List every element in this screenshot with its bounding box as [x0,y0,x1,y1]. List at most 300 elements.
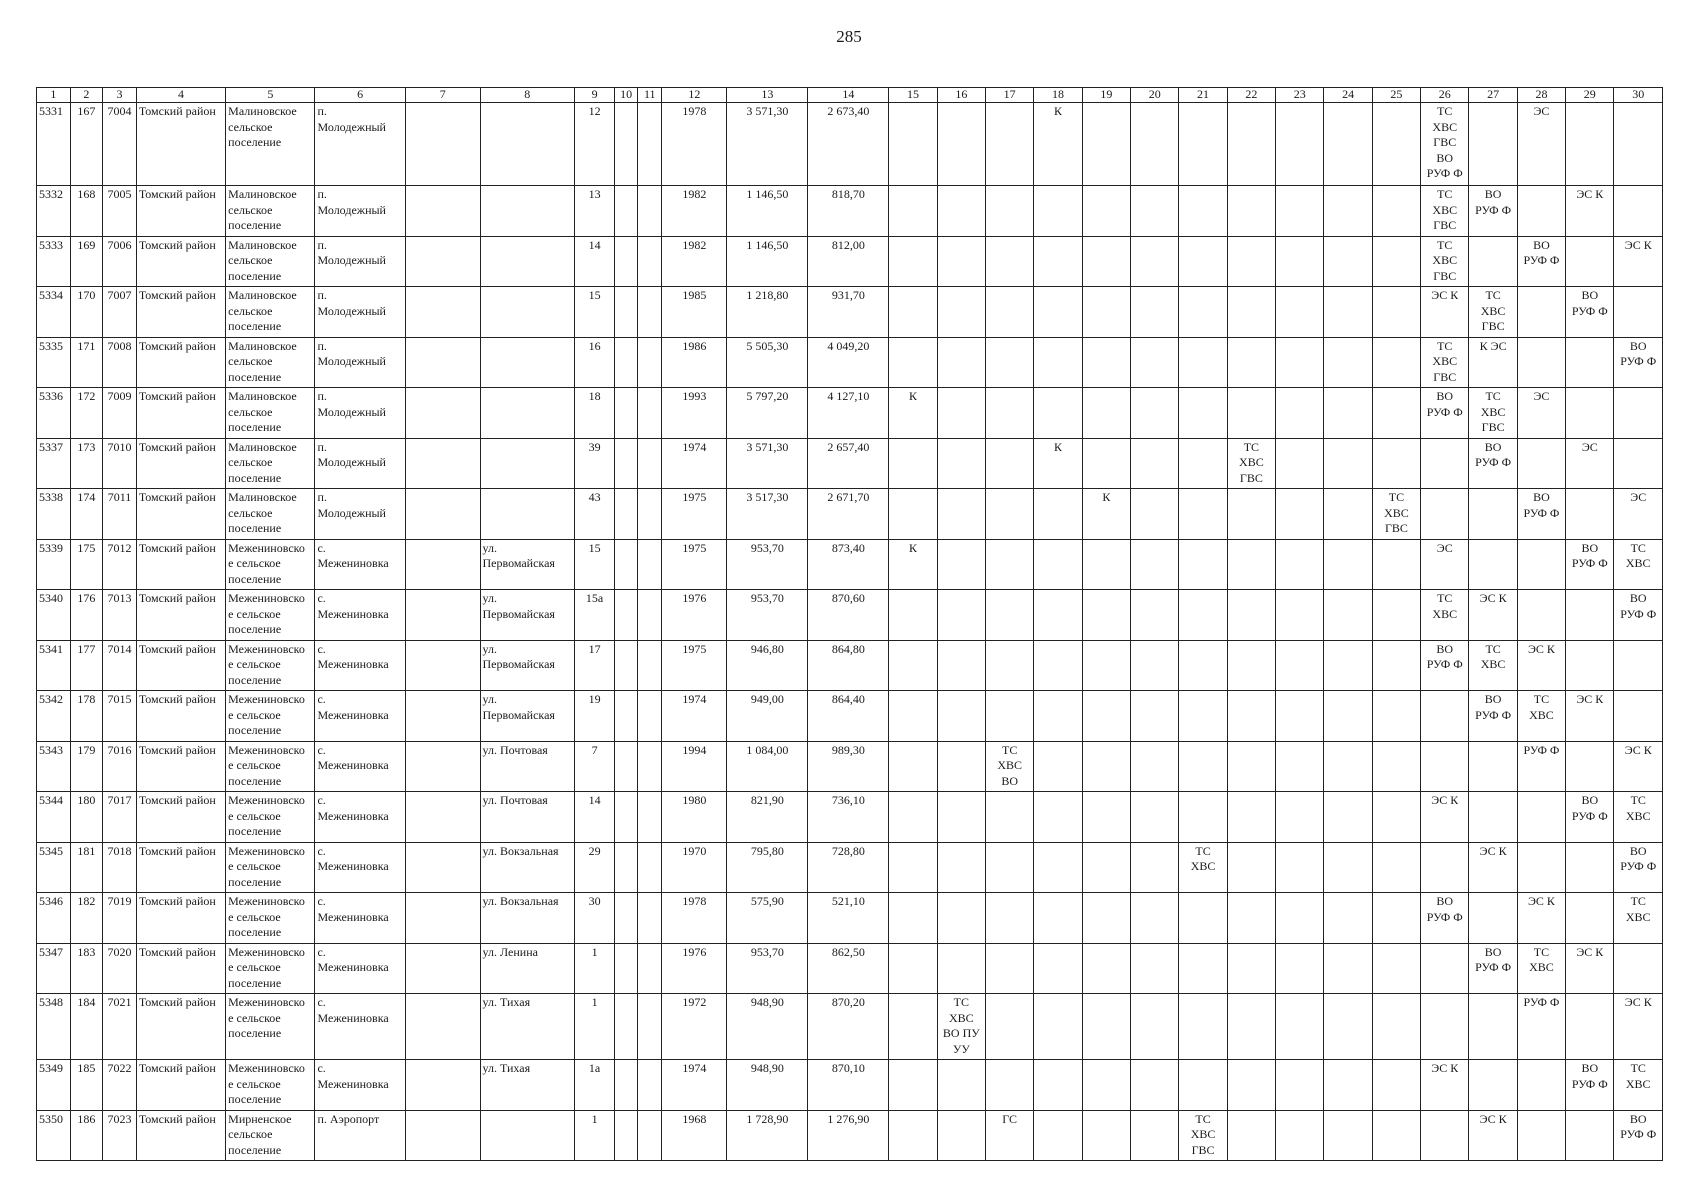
cell-text: 7010 [107,439,132,454]
cell-col-6 [315,103,405,186]
cell-text: п. Молодежный [317,288,386,318]
cell-col-25 [1372,539,1420,590]
cell-col-12 [662,893,727,944]
cell-text: 1986 [682,338,707,353]
cell-text: 5345 [39,843,63,858]
cell-text: 5332 [39,187,63,201]
cell-col-30 [1614,893,1663,944]
cell-col-19 [1082,103,1130,186]
cell-text: ВО РУФ Ф [1571,793,1608,823]
cell-col-9 [575,1110,615,1161]
cell-text: К [908,389,917,403]
cell-col-14 [808,489,889,540]
cell-col-12 [662,943,727,994]
cell-col-5 [226,994,315,1060]
cell-col-27 [1469,893,1517,944]
cell-text: с. Межениновка [317,894,389,924]
cell-col-26 [1421,691,1469,742]
cell-text: 30 [588,894,601,908]
cell-col-20 [1131,186,1179,237]
cell-col-30 [1614,539,1663,590]
cell-col-9 [575,640,615,691]
cell-text: ВО РУФ Ф [1571,288,1608,318]
cell-text: Межениновско е сельское поселение [228,894,305,939]
cell-col-22 [1227,893,1275,944]
cell-col-15 [889,994,937,1060]
cell-text: 168 [77,187,96,201]
table-row [37,337,1663,388]
column-header-2: 2 [70,88,103,103]
cell-col-28 [1517,539,1565,590]
cell-col-26 [1421,842,1469,893]
cell-text: 1974 [682,692,707,706]
cell-col-17 [986,1060,1034,1111]
cell-text: 7015 [107,692,132,706]
cell-col-25 [1372,1110,1420,1161]
cell-col-10 [615,893,638,944]
cell-col-4 [136,489,225,540]
cell-col-19 [1082,1110,1130,1161]
cell-col-17 [986,590,1034,641]
cell-text: ВО РУФ Ф [1475,692,1512,722]
cell-text: 1 218,80 [746,288,789,302]
cell-text: 183 [77,944,96,959]
cell-col-10 [615,640,638,691]
cell-col-8 [480,287,575,338]
cell-text: 5341 [39,641,63,656]
cell-text: с. Межениновка [317,742,389,772]
cell-col-29 [1566,103,1614,186]
cell-text: Межениновско е сельское поселение [228,995,305,1040]
cell-text: Межениновско е сельское поселение [228,742,305,788]
cell-col-25 [1372,994,1420,1060]
cell-text: 16 [588,338,601,353]
cell-col-1 [37,1110,71,1161]
cell-text: 7012 [107,540,132,555]
cell-col-1 [37,590,71,641]
cell-col-15 [889,489,937,540]
cell-text: Межениновско е сельское поселение [228,793,305,838]
cell-text: 5343 [39,742,63,757]
cell-col-15 [889,691,937,742]
cell-col-16 [937,103,985,186]
cell-text: Томский район [138,540,216,555]
cell-text: 1975 [682,641,707,656]
cell-text: 3 517,30 [746,490,789,504]
cell-col-26 [1421,994,1469,1060]
cell-col-30 [1614,287,1663,338]
cell-col-25 [1372,792,1420,843]
cell-text: ТС ХВС [1625,894,1651,924]
cell-col-9 [575,388,615,439]
cell-col-23 [1276,287,1324,338]
cell-col-29 [1566,1060,1614,1111]
cell-col-24 [1324,438,1372,489]
cell-col-19 [1082,943,1130,994]
table-row [37,691,1663,742]
cell-text: Межениновско е сельское поселение [228,540,305,586]
cell-col-18 [1034,438,1082,489]
cell-col-19 [1082,539,1130,590]
column-header-24: 24 [1324,88,1372,103]
table-row [37,1110,1663,1161]
cell-col-23 [1276,337,1324,388]
cell-col-30 [1614,842,1663,893]
cell-col-9 [575,489,615,540]
cell-col-3 [103,590,137,641]
cell-col-2 [70,943,103,994]
cell-col-29 [1566,943,1614,994]
cell-col-6 [315,287,405,338]
cell-col-10 [615,994,638,1060]
cell-col-29 [1566,741,1614,792]
cell-col-11 [638,691,662,742]
cell-col-17 [986,337,1034,388]
cell-col-22 [1227,842,1275,893]
cell-col-29 [1566,792,1614,843]
cell-text: ВО РУФ Ф [1620,338,1657,368]
cell-col-26 [1421,103,1469,186]
cell-text: 19 [588,692,601,706]
cell-col-14 [808,438,889,489]
cell-col-1 [37,842,71,893]
cell-col-19 [1082,842,1130,893]
cell-text: 812,00 [831,237,865,252]
cell-col-23 [1276,741,1324,792]
cell-text: 5338 [39,490,63,504]
cell-text: 17 [588,641,601,656]
cell-col-23 [1276,590,1324,641]
cell-col-2 [70,792,103,843]
cell-col-25 [1372,691,1420,742]
cell-col-8 [480,236,575,287]
cell-col-13 [727,893,808,944]
cell-col-23 [1276,640,1324,691]
cell-col-12 [662,691,727,742]
cell-col-20 [1131,943,1179,994]
cell-text: Томский район [138,389,216,403]
table-row [37,186,1663,237]
cell-col-4 [136,186,225,237]
cell-col-23 [1276,103,1324,186]
cell-col-6 [315,186,405,237]
cell-text: 184 [77,995,96,1009]
cell-col-1 [37,337,71,388]
cell-col-1 [37,640,71,691]
cell-text: с. Межениновка [317,843,389,873]
cell-text: 949,00 [750,692,784,706]
column-header-19: 19 [1082,88,1130,103]
cell-col-15 [889,640,937,691]
cell-col-14 [808,103,889,186]
cell-col-20 [1131,741,1179,792]
cell-text: 870,10 [831,1061,865,1075]
cell-col-4 [136,388,225,439]
cell-col-26 [1421,741,1469,792]
cell-col-20 [1131,438,1179,489]
cell-text: 14 [588,793,601,807]
cell-col-5 [226,539,315,590]
cell-col-21 [1179,1110,1227,1161]
column-header-18: 18 [1034,88,1082,103]
cell-text: 7009 [107,389,132,403]
cell-col-9 [575,337,615,388]
cell-col-25 [1372,287,1420,338]
cell-col-7 [405,236,480,287]
cell-col-16 [937,1060,985,1111]
cell-col-5 [226,842,315,893]
cell-col-13 [727,103,808,186]
cell-col-4 [136,337,225,388]
cell-col-20 [1131,1110,1179,1161]
cell-text: 3 571,30 [746,104,789,118]
cell-col-16 [937,741,985,792]
cell-text: с. Межениновка [317,641,389,671]
cell-col-29 [1566,842,1614,893]
cell-col-16 [937,792,985,843]
column-header-20: 20 [1131,88,1179,103]
cell-col-24 [1324,103,1372,186]
cell-text: Малиновское сельское поселение [228,490,297,535]
cell-col-17 [986,842,1034,893]
cell-text: ВО РУФ Ф [1523,490,1560,520]
cell-col-24 [1324,893,1372,944]
cell-text: ВО РУФ Ф [1620,843,1657,873]
cell-col-21 [1179,893,1227,944]
cell-text: 7018 [107,843,132,858]
cell-text: 7020 [107,944,132,959]
cell-text: 870,20 [831,995,865,1009]
cell-col-24 [1324,741,1372,792]
cell-text: ВО РУФ Ф [1571,1061,1608,1091]
cell-col-8 [480,489,575,540]
cell-col-8 [480,1110,575,1161]
cell-col-19 [1082,1060,1130,1111]
cell-col-25 [1372,590,1420,641]
cell-col-5 [226,236,315,287]
cell-col-30 [1614,640,1663,691]
cell-text: ЭС К [1479,1111,1507,1126]
table-row [37,741,1663,792]
cell-col-14 [808,388,889,439]
cell-col-20 [1131,337,1179,388]
cell-col-28 [1517,792,1565,843]
cell-col-1 [37,943,71,994]
cell-col-28 [1517,103,1565,186]
column-header-10: 10 [615,88,638,103]
cell-col-2 [70,893,103,944]
cell-text: 953,70 [750,591,784,605]
cell-col-1 [37,792,71,843]
cell-col-25 [1372,388,1420,439]
cell-text: К [908,540,917,555]
column-header-8: 8 [480,88,575,103]
cell-col-17 [986,792,1034,843]
cell-col-27 [1469,539,1517,590]
cell-col-28 [1517,1110,1565,1161]
cell-text: 18 [588,389,601,403]
cell-col-30 [1614,741,1663,792]
cell-col-22 [1227,236,1275,287]
cell-col-22 [1227,388,1275,439]
cell-text: ТС ХВС ГВС ВО РУФ Ф [1426,104,1463,180]
cell-text: 5339 [39,540,63,555]
cell-col-12 [662,539,727,590]
cell-col-30 [1614,103,1663,186]
cell-col-16 [937,842,985,893]
table-row [37,539,1663,590]
cell-text: 5337 [39,439,63,454]
cell-text: 1972 [682,995,707,1009]
cell-col-3 [103,438,137,489]
cell-text: ЭС К [1527,641,1555,656]
cell-text: п. Молодежный [317,104,386,134]
cell-col-13 [727,994,808,1060]
cell-col-8 [480,388,575,439]
cell-col-29 [1566,590,1614,641]
cell-col-4 [136,590,225,641]
cell-col-5 [226,640,315,691]
cell-text: 1978 [682,104,707,118]
cell-col-16 [937,337,985,388]
cell-col-15 [889,186,937,237]
cell-col-5 [226,287,315,338]
cell-col-9 [575,893,615,944]
cell-col-2 [70,287,103,338]
cell-col-26 [1421,236,1469,287]
cell-col-23 [1276,1060,1324,1111]
cell-col-10 [615,741,638,792]
cell-text: ул. Тихая [482,1061,531,1075]
column-header-12: 12 [662,88,727,103]
cell-col-8 [480,1060,575,1111]
cell-col-17 [986,943,1034,994]
cell-text: ТС ХВС ГВС [1239,439,1264,485]
cell-text: 818,70 [831,187,865,201]
cell-col-23 [1276,186,1324,237]
cell-col-6 [315,691,405,742]
cell-col-24 [1324,842,1372,893]
page-number: 285 [836,27,862,46]
cell-col-7 [405,438,480,489]
cell-col-6 [315,1110,405,1161]
cell-col-10 [615,792,638,843]
cell-col-30 [1614,1110,1663,1161]
cell-col-15 [889,287,937,338]
table-row [37,640,1663,691]
cell-col-8 [480,640,575,691]
cell-col-6 [315,590,405,641]
cell-col-4 [136,893,225,944]
cell-col-18 [1034,893,1082,944]
cell-col-2 [70,489,103,540]
cell-col-13 [727,287,808,338]
cell-text: 1980 [682,793,707,807]
cell-col-14 [808,741,889,792]
cell-col-15 [889,337,937,388]
cell-col-13 [727,438,808,489]
cell-text: ТС ХВС ГВС [1432,237,1458,283]
cell-col-5 [226,438,315,489]
cell-col-7 [405,691,480,742]
cell-col-23 [1276,691,1324,742]
cell-col-24 [1324,691,1372,742]
cell-col-19 [1082,388,1130,439]
cell-col-13 [727,1110,808,1161]
cell-col-19 [1082,236,1130,287]
cell-col-8 [480,741,575,792]
cell-col-2 [70,103,103,186]
cell-text: ЭС К [1576,692,1604,706]
cell-col-29 [1566,287,1614,338]
cell-text: 1 146,50 [746,187,789,201]
cell-text: 1 084,00 [746,742,789,757]
cell-text: 15 [588,288,601,302]
cell-text: 4 049,20 [827,338,870,353]
cell-col-27 [1469,792,1517,843]
cell-col-2 [70,590,103,641]
cell-col-9 [575,943,615,994]
cell-col-6 [315,994,405,1060]
cell-text: Томский район [138,692,216,706]
cell-text: 176 [77,591,96,605]
cell-col-11 [638,893,662,944]
cell-text: Томский район [138,439,216,454]
cell-col-15 [889,388,937,439]
cell-col-9 [575,287,615,338]
cell-col-16 [937,1110,985,1161]
cell-col-4 [136,994,225,1060]
cell-col-17 [986,741,1034,792]
cell-col-18 [1034,236,1082,287]
cell-text: 795,80 [750,843,784,858]
cell-col-1 [37,994,71,1060]
cell-text: Малиновское сельское поселение [228,389,297,434]
cell-col-27 [1469,236,1517,287]
cell-col-13 [727,741,808,792]
cell-text: ул. Почтовая [482,793,548,807]
cell-col-25 [1372,186,1420,237]
cell-col-28 [1517,438,1565,489]
cell-col-6 [315,337,405,388]
cell-col-22 [1227,994,1275,1060]
cell-text: 1968 [682,1111,707,1126]
cell-col-10 [615,1110,638,1161]
cell-col-1 [37,539,71,590]
cell-text: ЭС К [1624,742,1652,757]
cell-col-28 [1517,1060,1565,1111]
cell-col-16 [937,893,985,944]
cell-col-3 [103,489,137,540]
cell-col-7 [405,792,480,843]
cell-col-25 [1372,842,1420,893]
cell-col-6 [315,388,405,439]
cell-text: 14 [588,237,601,252]
cell-text: 4 127,10 [827,389,870,403]
cell-col-21 [1179,236,1227,287]
column-header-28: 28 [1517,88,1565,103]
cell-col-20 [1131,236,1179,287]
cell-col-27 [1469,438,1517,489]
cell-col-2 [70,438,103,489]
cell-text: ЭС [1436,540,1453,555]
cell-col-10 [615,103,638,186]
cell-col-14 [808,236,889,287]
cell-text: 736,10 [831,793,865,807]
cell-col-6 [315,640,405,691]
cell-col-28 [1517,741,1565,792]
cell-col-17 [986,893,1034,944]
